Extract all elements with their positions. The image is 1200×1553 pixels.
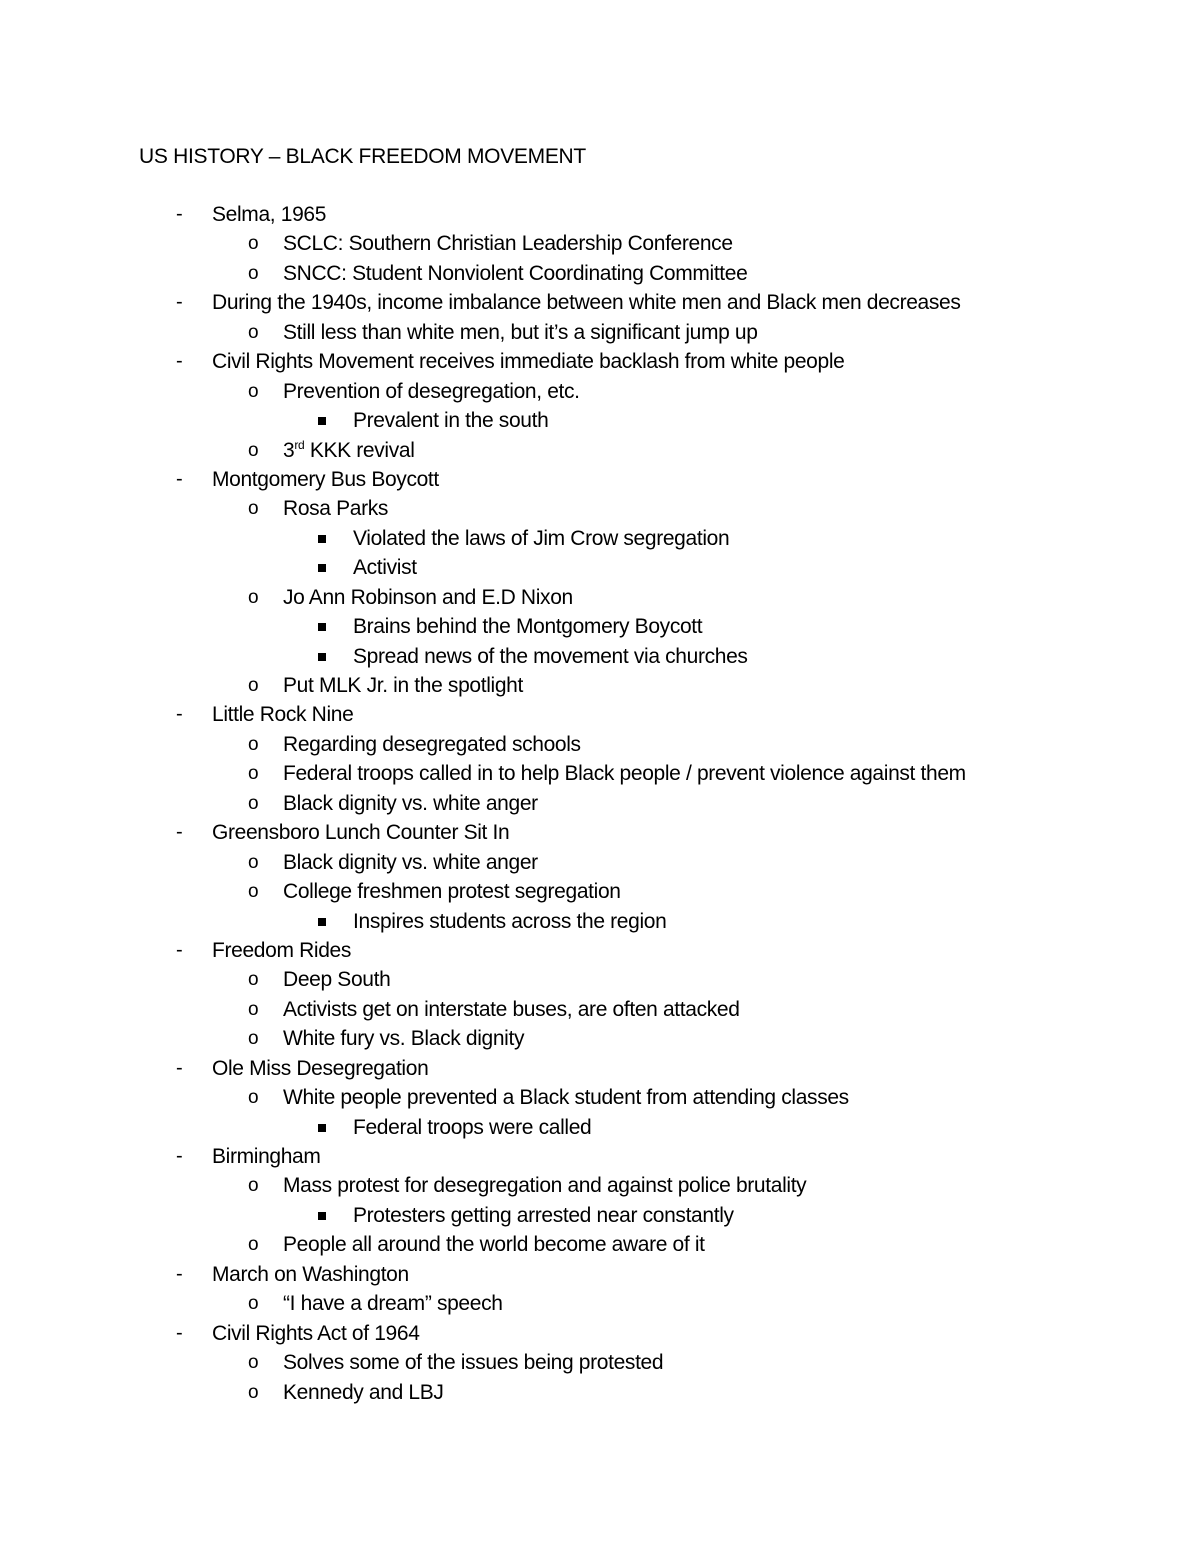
outline-item-level-3 [0,1201,1200,1230]
outline-item-level-2 [0,1024,1200,1053]
outline-item-text: Little Rock Nine [212,703,354,727]
circle-bullet-icon: o [248,439,259,461]
outline-item-level-3 [0,524,1200,553]
circle-bullet-icon: o [248,1352,259,1374]
dash-bullet-icon: - [176,1056,183,1079]
outline-item-level-1 [0,1319,1200,1348]
circle-bullet-icon: o [248,586,259,608]
outline-item-level-2 [0,848,1200,877]
circle-bullet-icon: o [248,792,259,814]
circle-bullet-icon: o [248,763,259,785]
outline-item-level-2 [0,1378,1200,1407]
dash-bullet-icon: - [176,203,183,225]
square-bullet-icon [318,623,326,631]
outline-item-text: Kennedy and LBJ [283,1380,444,1404]
dash-bullet-icon: - [176,1262,183,1285]
outline-item-text: Protesters getting arrested near constantly [353,1203,734,1227]
outline-item-text: White people prevented a Black student from attending classes [283,1086,849,1110]
circle-bullet-icon: o [248,969,259,991]
outline-item-level-2 [0,965,1200,994]
outline-item-text: SNCC: Student Nonviolent Coordinating Committee [283,261,748,285]
dash-bullet-icon: - [176,703,183,726]
outline-item-text: Black dignity vs. white anger [283,850,538,874]
square-bullet-icon [318,535,326,543]
outline-item-text: Prevention of desegregation, etc. [283,379,580,403]
outline-item-text: Regarding desegregated schools [283,732,581,756]
outline-item-text: Civil Rights Movement receives immediate backlash from white people [212,350,845,374]
outline-item-level-2 [0,995,1200,1024]
outline-item-text: Deep South [283,968,391,992]
outline-item-text: Still less than white men, but it’s a significant jump up [283,320,758,344]
outline-item-level-1 [0,1054,1200,1083]
outline-item-level-3 [0,642,1200,671]
outline-item-level-3 [0,1113,1200,1142]
outline-item-level-1 [0,1142,1200,1171]
square-bullet-icon [318,653,326,661]
outline-item-text: Black dignity vs. white anger [283,791,538,815]
outline-item-level-1 [0,936,1200,965]
circle-bullet-icon: o [248,380,259,402]
outline-item-text: Violated the laws of Jim Crow segregation [353,526,730,550]
outline-item-level-2 [0,436,1200,465]
circle-bullet-icon: o [248,1175,259,1197]
dash-bullet-icon: - [176,350,183,373]
outline-item-text: Federal troops were called [353,1115,592,1139]
dash-bullet-icon: - [176,467,183,490]
outline-item-level-2 [0,671,1200,700]
outline-item-text: Rosa Parks [283,497,389,521]
square-bullet-icon [318,1124,326,1132]
ordinal-suffix: rd [294,437,305,452]
outline-item-level-2 [0,877,1200,906]
outline-item-text: Ole Miss Desegregation [212,1056,429,1080]
outline-item-text: Activist [353,556,417,580]
outline-item-text: March on Washington [212,1262,409,1286]
outline-item-level-2 [0,1289,1200,1318]
circle-bullet-icon: o [248,1381,259,1403]
ordinal-number: 3 [283,438,295,462]
outline-item-level-1 [0,200,1200,229]
outline-item-level-3 [0,553,1200,582]
outline-item-level-2 [0,759,1200,788]
outline-item-text: “I have a dream” speech [283,1292,503,1316]
outline-item-text: Birmingham [212,1145,321,1168]
square-bullet-icon [318,417,326,425]
outline-item-text: Federal troops called in to help Black people / prevent violence against them [283,762,966,786]
outline-item-level-2 [0,789,1200,818]
outline-item-level-2 [0,583,1200,612]
outline-item-text: Greensboro Lunch Counter Sit In [212,821,510,845]
circle-bullet-icon: o [248,998,259,1020]
circle-bullet-icon: o [248,1028,259,1050]
outline-item-text: People all around the world become aware of it [283,1233,705,1257]
outline-item-level-1 [0,1260,1200,1289]
outline-item-level-1 [0,700,1200,729]
circle-bullet-icon: o [248,1087,259,1109]
outline-item-text: Inspires students across the region [353,909,667,933]
circle-bullet-icon: o [248,321,259,343]
outline-item-text: Spread news of the movement via churches [353,644,748,668]
outline-item-level-2 [0,377,1200,406]
circle-bullet-icon: o [248,1234,259,1256]
outline-item-text: White fury vs. Black dignity [283,1027,525,1051]
circle-bullet-icon: o [248,233,259,255]
dash-bullet-icon: - [176,1145,183,1167]
circle-bullet-icon: o [248,262,259,284]
outline-item-level-1 [0,818,1200,847]
outline-item-level-1 [0,347,1200,376]
outline-item-level-2 [0,730,1200,759]
outline-item-text: Montgomery Bus Boycott [212,467,439,491]
circle-bullet-icon: o [248,881,259,903]
outline-item-text: Put MLK Jr. in the spotlight [283,674,523,697]
outline-item-text: Prevalent in the south [353,409,549,433]
outline-item-level-2 [0,229,1200,258]
square-bullet-icon [318,918,326,926]
outline-item-text: College freshmen protest segregation [283,880,621,904]
outline-item-text: Jo Ann Robinson and E.D Nixon [283,585,573,609]
outline-item-text: Civil Rights Act of 1964 [212,1321,420,1345]
outline-item-level-2 [0,1171,1200,1200]
outline-item-level-2 [0,494,1200,523]
outline-item-level-2 [0,1348,1200,1377]
dash-bullet-icon: - [176,938,183,961]
outline-item-level-1 [0,465,1200,494]
outline-item-text: Brains behind the Montgomery Boycott [353,615,703,639]
circle-bullet-icon: o [248,1293,259,1315]
outline-item-level-3 [0,612,1200,641]
square-bullet-icon [318,564,326,572]
outline-item-text [283,436,415,465]
outline-item-level-2 [0,1230,1200,1259]
outline-item-text: Activists get on interstate buses, are often attacked [283,997,740,1021]
outline-item-level-1 [0,288,1200,317]
outline-item-text: Selma, 1965 [212,203,327,226]
square-bullet-icon [318,1212,326,1220]
circle-bullet-icon: o [248,733,259,755]
outline-item-text: SCLC: Southern Christian Leadership Conference [283,232,733,256]
outline-item-level-3 [0,406,1200,435]
outline-item-text: Freedom Rides [212,938,352,962]
outline-list [0,200,1200,1407]
dash-bullet-icon: - [176,1321,183,1344]
outline-item-level-2 [0,1083,1200,1112]
outline-item-level-2 [0,259,1200,288]
outline-item-level-3 [0,907,1200,936]
circle-bullet-icon: o [248,675,259,696]
circle-bullet-icon: o [248,851,259,873]
outline-item-text: Mass protest for desegregation and against police brutality [283,1174,807,1198]
outline-item-label: KKK revival [309,438,415,462]
dash-bullet-icon: - [176,821,183,844]
circle-bullet-icon: o [248,498,259,520]
outline-item-level-2 [0,318,1200,347]
document-title: US HISTORY – BLACK FREEDOM MOVEMENT [139,145,586,168]
dash-bullet-icon: - [176,291,183,314]
outline-item-text: Solves some of the issues being protested [283,1351,664,1375]
outline-item-text: During the 1940s, income imbalance between white men and Black men decreases [212,291,961,315]
